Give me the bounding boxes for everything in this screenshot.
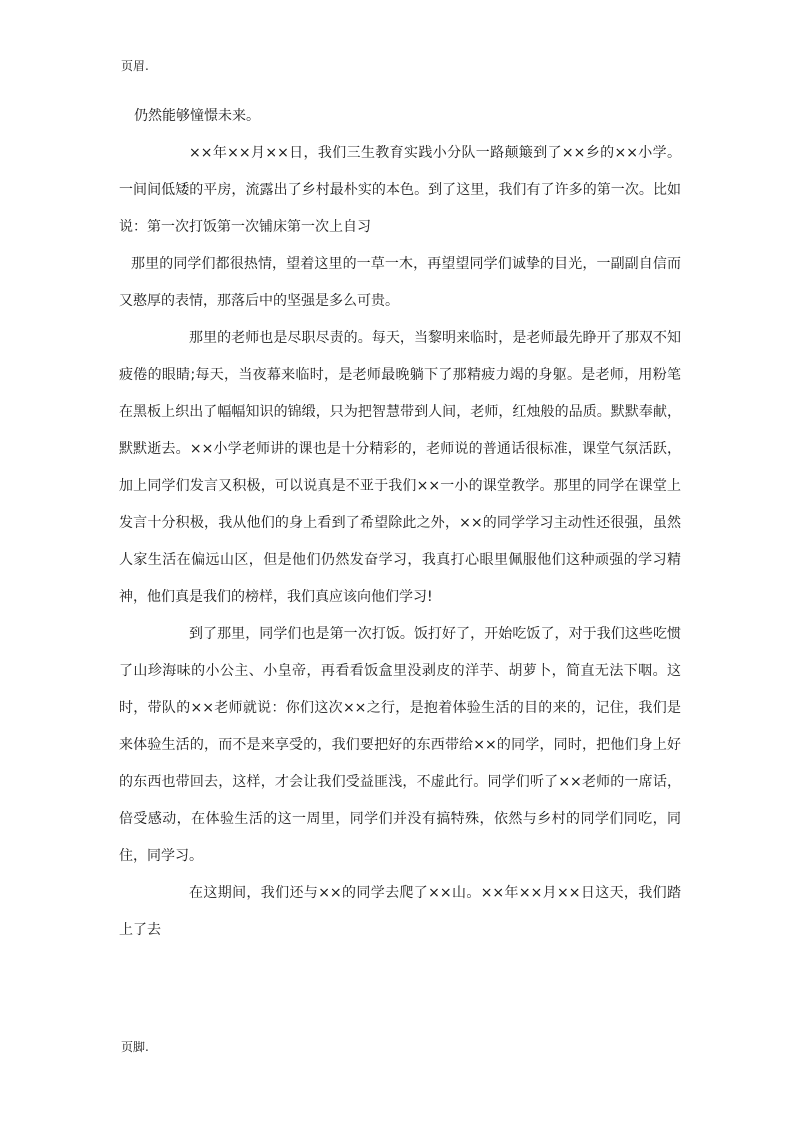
paragraph-2: ××年××月××日，我们三生教育实践小分队一路颠簸到了××乡的××小学。一间间低矮的平房，流露出了乡村最朴实的本色。到了这里，我们有了许多的第一次。比如说：第一次打饭第一次铺床第一次上自习 <box>119 145 681 235</box>
paragraph-6: 在这期间，我们还与××的同学去爬了××山。××年××月××日这天，我们踏上了去 <box>119 885 681 938</box>
paragraph-5: 到了那里，同学们也是第一次打饭。饭打好了，开始吃饭了，对于我们这些吃惯了山珍海味的小公主、小皇帝，再看看饭盒里没剥皮的洋芋、胡萝卜，简直无法下咽。这时，带队的××老师就说：你们这次××之行，是抱着体验生活的目的来的，记住，我们是来体验生活的，而不是来享受的，我们要把好的东西带给××的同学，同时，把他们身上好的东西也带回去，这样，才会让我们受益匪浅，不虚此行。同学们听了××老师的一席话，倍受感动，在体验生活的这一周里，同学们并没有搞特殊，依然与乡村的同学们同吃，同住，同学习。 <box>119 626 681 864</box>
document-body <box>119 98 681 949</box>
paragraph-4: 那里的老师也是尽职尽责的。每天，当黎明来临时，是老师最先睁开了那双不知疲倦的眼睛;每天，当夜幕来临时，是老师最晚躺下了那精疲力竭的身躯。是老师，用粉笔在黑板上织出了幅幅知识的锦缎，只为把智慧带到人间，老师，红烛般的品质。默默奉献，默默逝去。××小学老师讲的课也是十分精彩的，老师说的普通话很标准，课堂气氛活跃，加上同学们发言又积极，可以说真是不亚于我们××一小的课堂教学。那里的同学在课堂上发言十分积极，我从他们的身上看到了希望除此之外，××的同学学习主动性还很强，虽然人家生活在偏远山区，但是他们仍然发奋学习，我真打心眼里佩服他们这种顽强的学习精神，他们真是我们的榜样，我们真应该向他们学习! <box>119 330 681 605</box>
paragraph-3: 那里的同学们都很热情，望着这里的一草一木，再望望同学们诚挚的目光，一副副自信而又憨厚的表情，那落后中的坚强是多么可贵。 <box>119 256 681 309</box>
page-header: 页眉. <box>121 59 149 73</box>
page-footer: 页脚. <box>121 1040 149 1054</box>
paragraph-1: 仍然能够憧憬未来。 <box>134 108 260 124</box>
